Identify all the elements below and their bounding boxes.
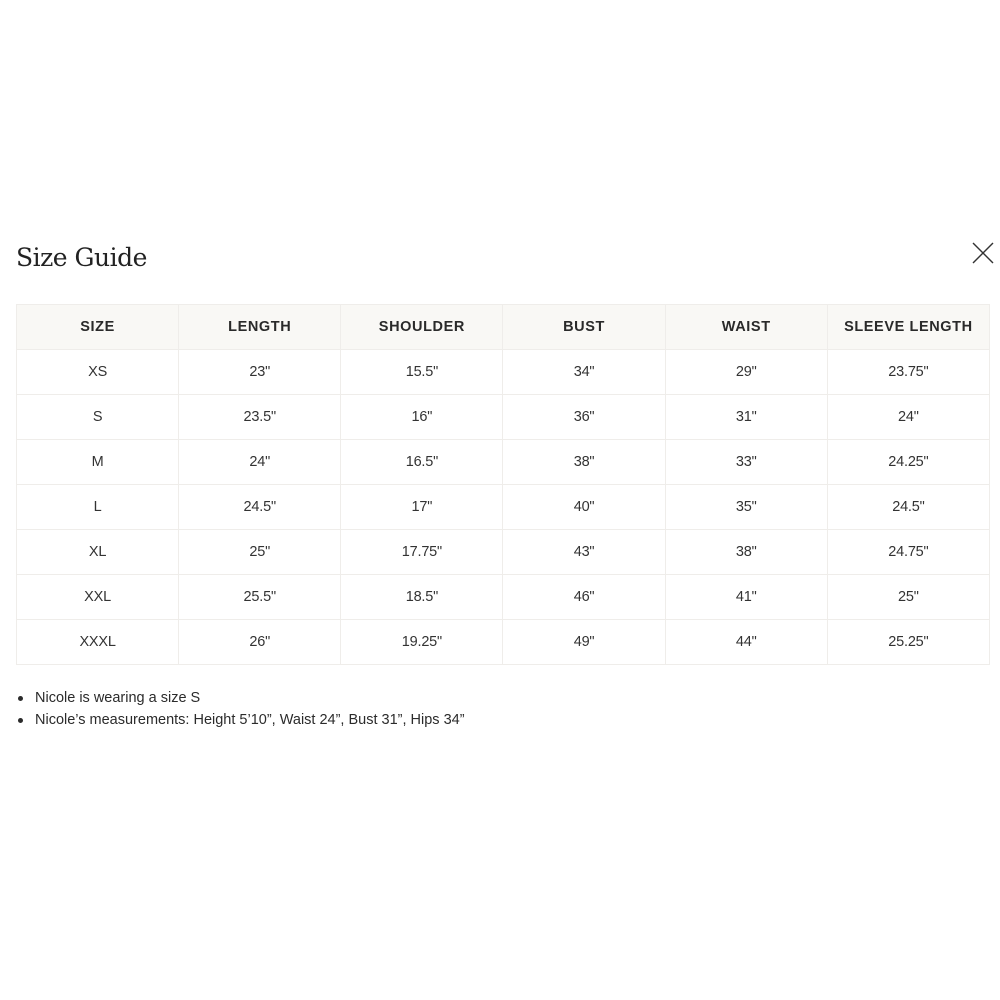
table-header-row	[17, 305, 990, 350]
cell-bust: 49"	[503, 620, 665, 665]
cell-length: 26"	[179, 620, 341, 665]
column-header-sleeve-length: SLEEVE LENGTH	[827, 305, 989, 350]
table-row	[17, 575, 990, 620]
cell-bust: 38"	[503, 440, 665, 485]
column-header-length: LENGTH	[179, 305, 341, 350]
cell-shoulder: 17.75"	[341, 530, 503, 575]
cell-size: M	[17, 440, 179, 485]
table-row	[17, 620, 990, 665]
cell-size: XS	[17, 350, 179, 395]
cell-length: 25"	[179, 530, 341, 575]
table-row	[17, 530, 990, 575]
cell-bust: 36"	[503, 395, 665, 440]
cell-length: 24"	[179, 440, 341, 485]
cell-bust: 34"	[503, 350, 665, 395]
column-header-waist: WAIST	[665, 305, 827, 350]
cell-size: S	[17, 395, 179, 440]
cell-length: 24.5"	[179, 485, 341, 530]
list-item: Nicole’s measurements: Height 5’10”, Waist 24”, Bust 31”, Hips 34”	[16, 709, 465, 731]
cell-size: L	[17, 485, 179, 530]
table-row	[17, 485, 990, 530]
column-header-shoulder: SHOULDER	[341, 305, 503, 350]
modal-title: Size Guide	[16, 243, 147, 272]
cell-size: XXL	[17, 575, 179, 620]
cell-sleeve-length: 24.5"	[827, 485, 989, 530]
cell-size: XXXL	[17, 620, 179, 665]
table-row	[17, 395, 990, 440]
cell-sleeve-length: 24.75"	[827, 530, 989, 575]
cell-shoulder: 16"	[341, 395, 503, 440]
table-row	[17, 440, 990, 485]
cell-waist: 38"	[665, 530, 827, 575]
cell-length: 25.5"	[179, 575, 341, 620]
cell-sleeve-length: 24"	[827, 395, 989, 440]
cell-sleeve-length: 24.25"	[827, 440, 989, 485]
cell-shoulder: 15.5"	[341, 350, 503, 395]
list-item: Nicole is wearing a size S	[16, 687, 465, 709]
cell-waist: 44"	[665, 620, 827, 665]
cell-bust: 43"	[503, 530, 665, 575]
cell-shoulder: 18.5"	[341, 575, 503, 620]
cell-bust: 40"	[503, 485, 665, 530]
close-icon	[968, 238, 998, 268]
model-notes-list	[16, 687, 465, 731]
cell-waist: 41"	[665, 575, 827, 620]
column-header-bust: BUST	[503, 305, 665, 350]
table-row	[17, 350, 990, 395]
size-table-container	[16, 304, 990, 665]
cell-length: 23"	[179, 350, 341, 395]
cell-waist: 33"	[665, 440, 827, 485]
cell-sleeve-length: 23.75"	[827, 350, 989, 395]
cell-shoulder: 19.25"	[341, 620, 503, 665]
close-button[interactable]	[968, 238, 998, 268]
cell-sleeve-length: 25"	[827, 575, 989, 620]
cell-shoulder: 16.5"	[341, 440, 503, 485]
column-header-size: SIZE	[17, 305, 179, 350]
cell-size: XL	[17, 530, 179, 575]
cell-waist: 31"	[665, 395, 827, 440]
cell-length: 23.5"	[179, 395, 341, 440]
cell-waist: 29"	[665, 350, 827, 395]
cell-waist: 35"	[665, 485, 827, 530]
cell-shoulder: 17"	[341, 485, 503, 530]
cell-sleeve-length: 25.25"	[827, 620, 989, 665]
cell-bust: 46"	[503, 575, 665, 620]
size-table	[16, 304, 990, 665]
